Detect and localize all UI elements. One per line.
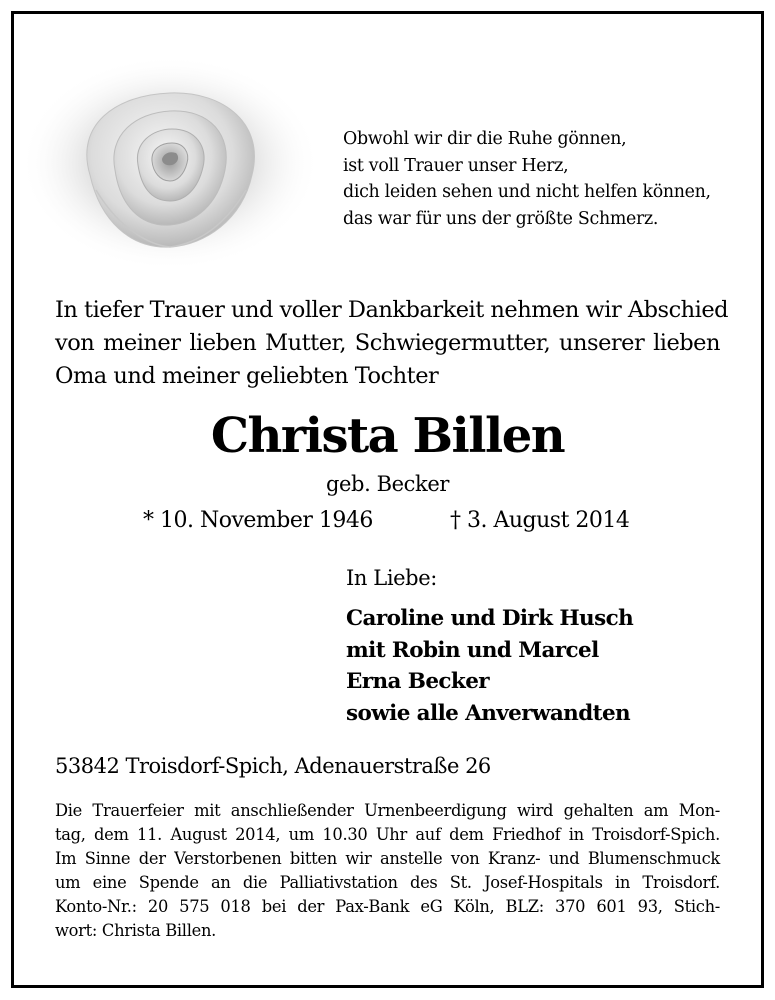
mourner-name: sowie alle Anverwandten xyxy=(346,700,631,726)
intro-text xyxy=(55,294,729,393)
maiden-name: geb. Becker xyxy=(325,472,450,496)
poem-line: Obwohl wir dir die Ruhe gönnen, xyxy=(343,129,627,149)
funeral-notice xyxy=(55,799,720,943)
mourner-name: mit Robin und Marcel xyxy=(346,637,599,663)
notice-line: Die Trauerfeier mit anschließender Urnenbeerdigung wird gehalten am Mon- xyxy=(55,801,720,820)
intro-line: von meiner lieben Mutter, Schwiegermutter, unserer lieben xyxy=(55,330,720,356)
family-address: 53842 Troisdorf-Spich, Adenauerstraße 26 xyxy=(55,754,491,778)
intro-line: Oma und meiner geliebten Tochter xyxy=(55,363,439,389)
poem xyxy=(343,126,711,232)
mourner-name: Caroline und Dirk Husch xyxy=(346,606,634,631)
notice-line: um eine Spende an die Palliativstation des St. Josef-Hospitals in Troisdorf. xyxy=(55,873,720,892)
notice-line: wort: Christa Billen. xyxy=(55,921,217,940)
birth-date: * 10. November 1946 xyxy=(143,508,373,533)
mourner-name: Erna Becker xyxy=(346,669,490,694)
death-date: † 3. August 2014 xyxy=(450,508,630,533)
notice-line: Im Sinne der Verstorbenen bitten wir anstelle von Kranz- und Blumenschmuck xyxy=(55,849,720,868)
mourners-label: In Liebe: xyxy=(346,566,437,590)
notice-line: tag, dem 11. August 2014, um 10.30 Uhr auf dem Friedhof in Troisdorf-Spich. xyxy=(55,825,720,844)
poem-line: dich leiden sehen und nicht helfen können, xyxy=(343,182,711,202)
white-rose-image xyxy=(20,55,320,270)
poem-line: ist voll Trauer unser Herz, xyxy=(343,155,569,176)
deceased-name: Christa Billen xyxy=(210,408,565,464)
mourners-list xyxy=(346,603,633,729)
intro-line: In tiefer Trauer und voller Dankbarkeit nehmen wir Abschied xyxy=(55,297,729,323)
poem-line: das war für uns der größte Schmerz. xyxy=(343,208,659,229)
notice-line: Konto-Nr.: 20 575 018 bei der Pax-Bank eG Köln, BLZ: 370 601 93, Stich- xyxy=(55,897,720,916)
